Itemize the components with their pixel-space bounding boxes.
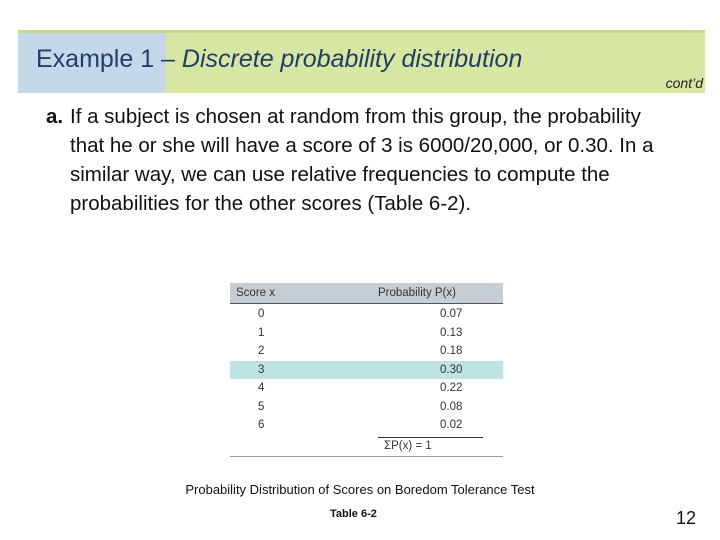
table-header	[230, 283, 503, 304]
score-cell: 0	[258, 308, 265, 320]
score-cell: 6	[258, 419, 265, 431]
item-text: If a subject is chosen at random from this group, the probability that he or she will have a score of 3 is 6000/20,000, or 0.30. In a similar way, we can use relative frequencies to compute the probabilities for the other scores (Table 6-2).	[70, 105, 654, 215]
header-score: Score x	[236, 287, 275, 299]
prob-cell: 0.18	[440, 345, 463, 357]
header-probability: Probability P(x)	[378, 287, 456, 299]
sum-row	[378, 437, 483, 454]
table-row	[230, 398, 503, 416]
table-number: Table 6-2	[330, 508, 377, 520]
table-row	[230, 379, 503, 397]
prob-cell: 0.02	[440, 419, 463, 431]
table-caption: Probability Distribution of Scores on Boredom Tolerance Test	[185, 482, 535, 497]
score-cell: 5	[258, 400, 265, 413]
probability-table	[230, 283, 503, 458]
slide-title-main: Example 1 –	[36, 45, 182, 73]
table-row	[230, 305, 503, 323]
table-row	[230, 324, 503, 342]
item-label: a.	[46, 105, 64, 128]
title-bar	[18, 30, 705, 93]
table-bottom-rule	[230, 456, 503, 457]
continued-label: cont’d	[665, 75, 703, 91]
table-row-highlighted	[230, 361, 503, 379]
body-paragraph	[46, 102, 676, 218]
prob-cell: 0.30	[440, 363, 463, 376]
score-cell: 4	[258, 382, 265, 394]
score-cell: 3	[258, 363, 265, 376]
prob-cell: 0.13	[440, 326, 463, 339]
sum-formula: ΣP(x) = 1	[384, 440, 432, 452]
slide-title-italic: Discrete probability distribution	[181, 45, 523, 73]
slide-title	[36, 45, 522, 74]
score-cell: 1	[258, 326, 265, 339]
prob-cell: 0.22	[440, 382, 463, 394]
page-number: 12	[675, 508, 696, 528]
prob-cell: 0.07	[440, 308, 463, 320]
table-row	[230, 416, 503, 434]
prob-cell: 0.08	[440, 400, 463, 413]
table-row	[230, 342, 503, 360]
score-cell: 2	[258, 345, 265, 357]
